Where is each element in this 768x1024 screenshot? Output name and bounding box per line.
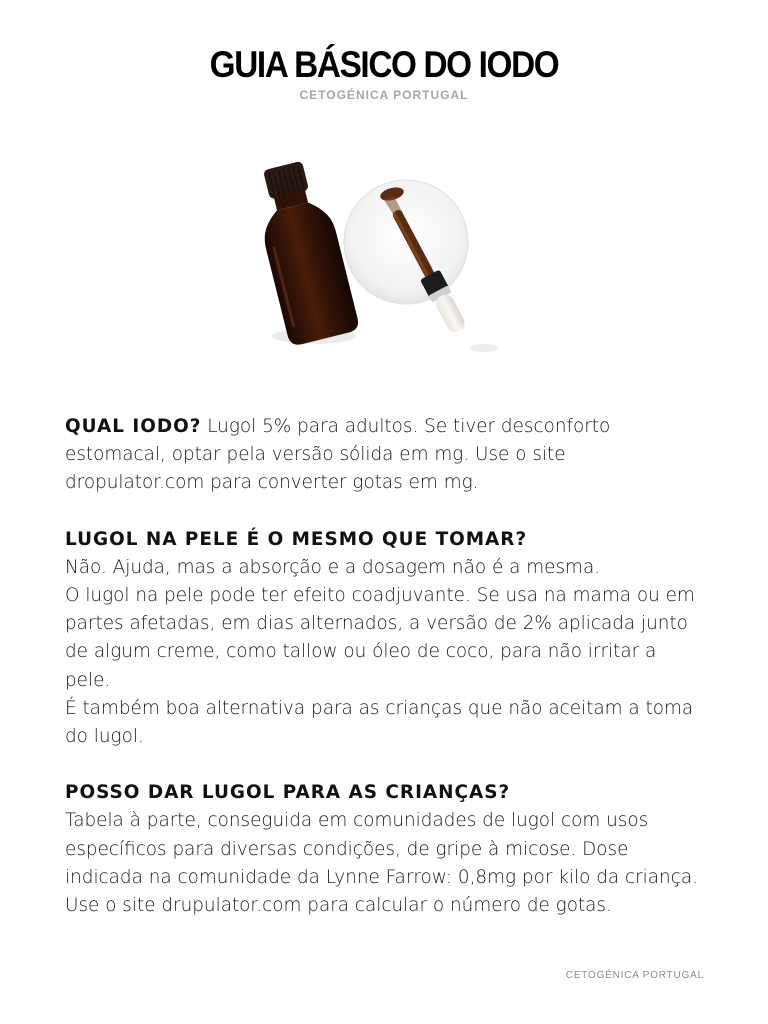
section-text: É também boa alternativa para as crianças que não aceitam a toma do lugol. bbox=[65, 697, 694, 748]
page-subtitle: CETOGÉNICA PORTUGAL bbox=[299, 88, 469, 102]
iodine-bottle-image bbox=[234, 160, 514, 360]
cotton-pad bbox=[344, 180, 468, 304]
section-heading: POSSO DAR LUGOL PARA AS CRIANÇAS? bbox=[65, 782, 511, 804]
section-text: Tabela à parte, conseguida em comunidades de lugol com usos específicos para diversas condições, de gripe à micose. Dose indicada na comunidade da Lynne Farrow: 0,8mg por kilo da criança. Use o site drupulator.com para calcular o número de gotas. bbox=[65, 810, 698, 917]
section-qual-iodo bbox=[65, 413, 705, 498]
section-heading: LUGOL NA PELE É O MESMO QUE TOMAR? bbox=[65, 528, 528, 550]
section-text: Lugol 5% para adultos. Se tiver desconforto estomacal, optar pela versão sólida em mg. Use o site dropulator.com para converter gotas em mg. bbox=[65, 416, 611, 494]
section-text: O lugol na pele pode ter efeito coadjuvante. Se usa na mama ou em partes afetadas, em dias alternados, a versão de 2% aplicada junto de algum creme, como tallow ou óleo de coco, para não irritar a pele. bbox=[65, 585, 695, 691]
article-body bbox=[65, 413, 705, 920]
section-heading: QUAL IODO? bbox=[65, 416, 202, 437]
section-text: Não. Ajuda, mas a absorção e a dosagem não é a mesma. bbox=[65, 556, 601, 578]
footer-brand: CETOGÉNICA PORTUGAL bbox=[565, 970, 704, 981]
amber-bottle bbox=[247, 160, 360, 347]
page-title: GUIA BÁSICO DO IODO bbox=[209, 44, 559, 85]
